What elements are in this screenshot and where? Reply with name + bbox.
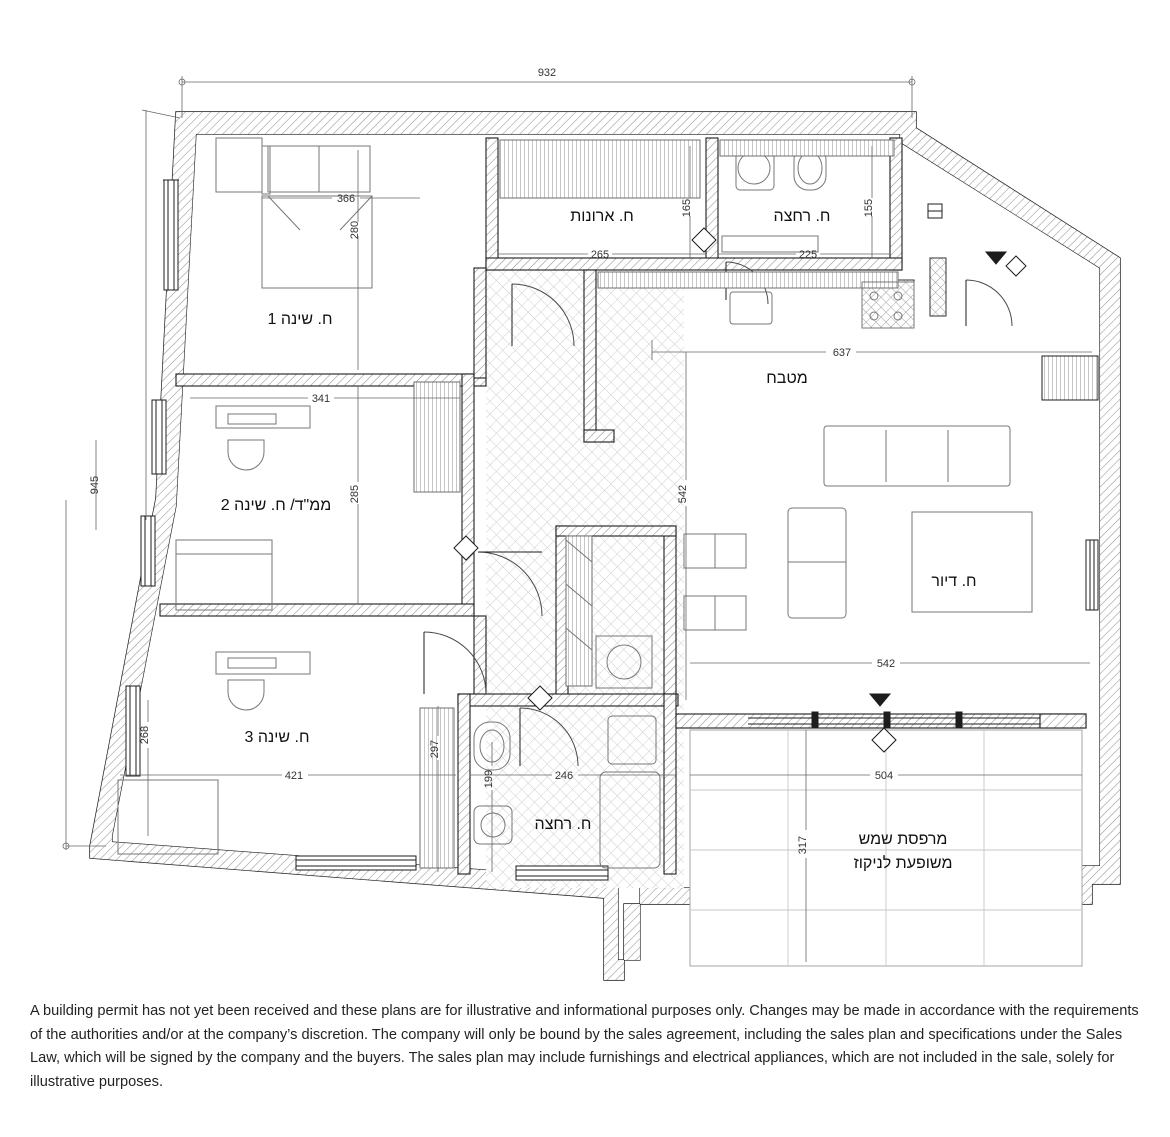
dim-bedroom3-width: 421 — [284, 770, 304, 782]
terrace-tiles — [690, 730, 1082, 966]
room-label-bedroom1: ח. שינה 1 — [267, 311, 333, 328]
dim-bathroom2-small: 199 — [483, 769, 495, 789]
dim-bedroom3-left-height: 268 — [139, 725, 151, 745]
dim-bathroom-master-depth: 155 — [863, 198, 875, 218]
room-label-bedroom3: ח. שינה 3 — [244, 729, 310, 746]
legal-disclaimer: A building permit has not yet been received and these plans are for illustrative and informational purposes only. Changes may be made in accordance with the requirements of the authorities and/or at the company’s discretion. The company will only be bound by the sales agreement, including the sales plan and specifications under the Sales Law, which will be signed by the company and the buyers. The sales plan may include furnishings and electrical appliances, which are not included in the sale, solely for illustrative purposes. — [30, 1003, 1139, 1090]
room-label-bathroom-second: ח. רחצה — [534, 816, 592, 833]
dim-terrace-depth: 317 — [797, 835, 809, 855]
dim-bathroom2-width: 246 — [554, 770, 574, 782]
room-label-bathroom-master: ח. רחצה — [773, 208, 831, 225]
dim-bedroom2-width: 341 — [311, 393, 331, 405]
dim-closet-depth: 165 — [681, 198, 693, 218]
dim-kitchen-width: 637 — [832, 347, 852, 359]
dim-bedroom1-depth: 280 — [349, 220, 361, 240]
dim-bedroom1-width: 366 — [336, 193, 356, 205]
dim-bathroom2-depth: 297 — [429, 739, 441, 759]
room-label-kitchen: מטבח — [766, 370, 808, 387]
room-label-sun-terrace: מרפסת שמש — [858, 831, 948, 848]
room-label-living-room: ח. דיור — [931, 573, 977, 590]
room-label-sun-terrace-line2: משופעת לניקוז — [853, 855, 953, 872]
room-label-safe-room-bedroom2: ממ"ד/ ח. שינה 2 — [220, 497, 332, 514]
dim-overall-width-top: 932 — [537, 67, 557, 79]
dim-left-overall-height: 945 — [89, 475, 101, 495]
dim-corridor-depth: 542 — [677, 484, 689, 504]
dim-terrace-width: 504 — [874, 770, 894, 782]
room-label-closet-room: ח. ארונות — [570, 208, 634, 225]
dim-closet-room-width: 265 — [590, 249, 610, 261]
dim-bedroom2-depth: 285 — [349, 484, 361, 504]
dim-living-room-width: 542 — [876, 658, 896, 670]
dim-bathroom-master-width: 225 — [798, 249, 818, 261]
